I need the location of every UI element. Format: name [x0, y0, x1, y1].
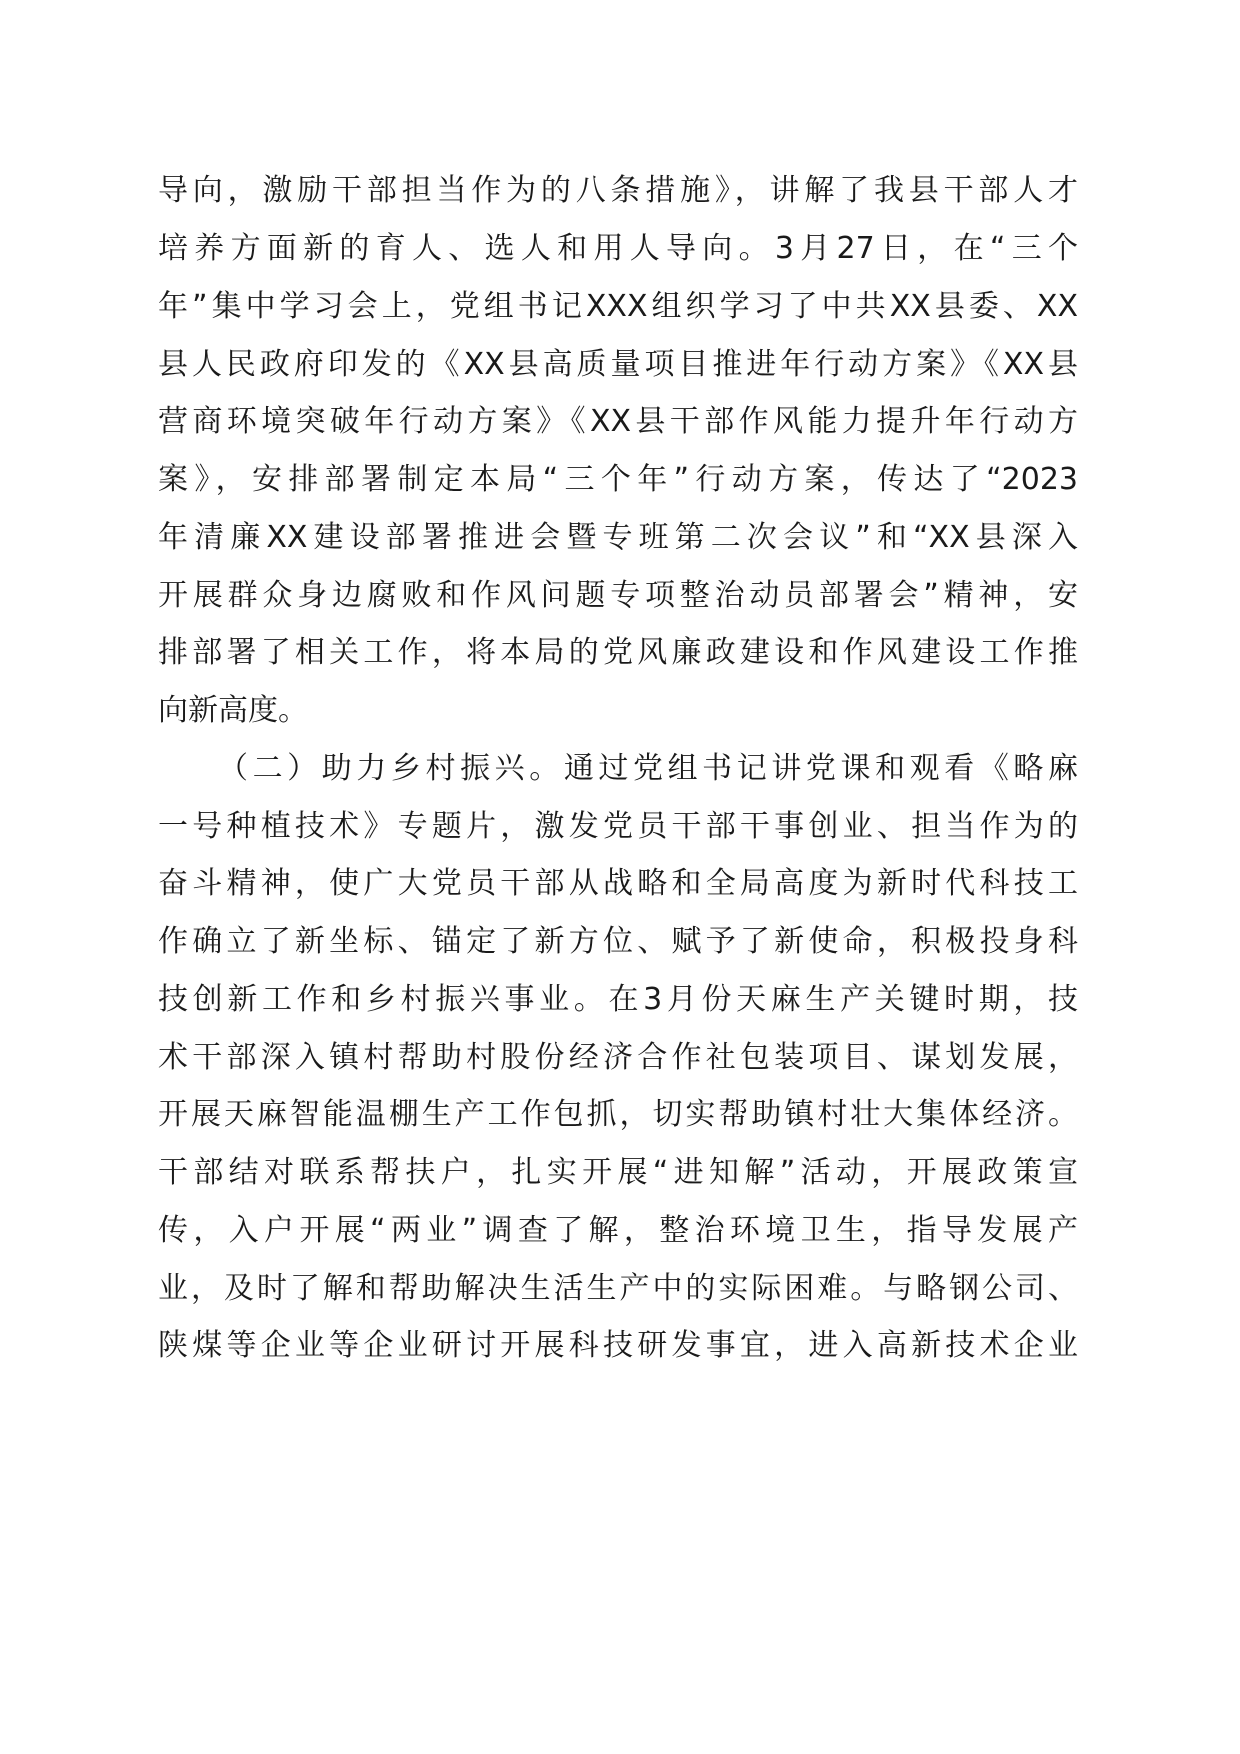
text-line-4: 县人民政府印发的《XX县高质量项目推进年行动方案》《XX县: [158, 347, 1078, 382]
text-line-9: 排部署了相关工作，将本局的党风廉政建设和作风建设工作推: [158, 635, 1078, 670]
text-line-14: 作确立了新坐标、锚定了新方位、赋予了新使命，积极投身科: [158, 924, 1078, 959]
text-line-2: 培养方面新的育人、选人和用人导向。3月27日，在“三个: [158, 231, 1078, 266]
text-line-15: 技创新工作和乡村振兴事业。在3月份天麻生产关键时期，技: [158, 982, 1078, 1017]
text-line-16: 术干部深入镇村帮助村股份经济合作社包装项目、谋划发展，: [158, 1040, 1078, 1075]
text-line-17: 开展天麻智能温棚生产工作包抓，切实帮助镇村壮大集体经济。: [158, 1097, 1078, 1132]
text-line-5: 营商环境突破年行动方案》《XX县干部作风能力提升年行动方: [158, 404, 1078, 439]
text-line-19: 传，入户开展“两业”调查了解，整治环境卫生，指导发展产: [158, 1213, 1078, 1248]
text-line-3: 年”集中学习会上，党组书记XXX组织学习了中共XX县委、XX: [158, 289, 1078, 324]
text-line-6: 案》，安排部署制定本局“三个年”行动方案，传达了“2023: [158, 462, 1078, 497]
text-line-18: 干部结对联系帮扶户，扎实开展“进知解”活动，开展政策宣: [158, 1155, 1078, 1190]
text-line-1: 导向，激励干部担当作为的八条措施》，讲解了我县干部人才: [158, 173, 1078, 208]
text-line-21: 陕煤等企业等企业研讨开展科技研发事宜，进入高新技术企业: [158, 1328, 1078, 1363]
text-line-13: 奋斗精神，使广大党员干部从战略和全局高度为新时代科技工: [158, 866, 1078, 901]
text-line-10: 向新高度。: [158, 693, 308, 728]
text-line-20: 业，及时了解和帮助解决生活生产中的实际困难。与略钢公司、: [158, 1271, 1078, 1306]
text-line-8: 开展群众身边腐败和作风问题专项整治动员部署会”精神，安: [158, 578, 1078, 613]
text-line-12: 一号种植技术》专题片，激发党员干部干事创业、担当作为的: [158, 809, 1078, 844]
text-line-7: 年清廉XX建设部署推进会暨专班第二次会议”和“XX县深入: [158, 520, 1078, 555]
section-heading-line: （二）助力乡村振兴。通过党组书记讲党课和观看《略麻: [218, 751, 1078, 786]
